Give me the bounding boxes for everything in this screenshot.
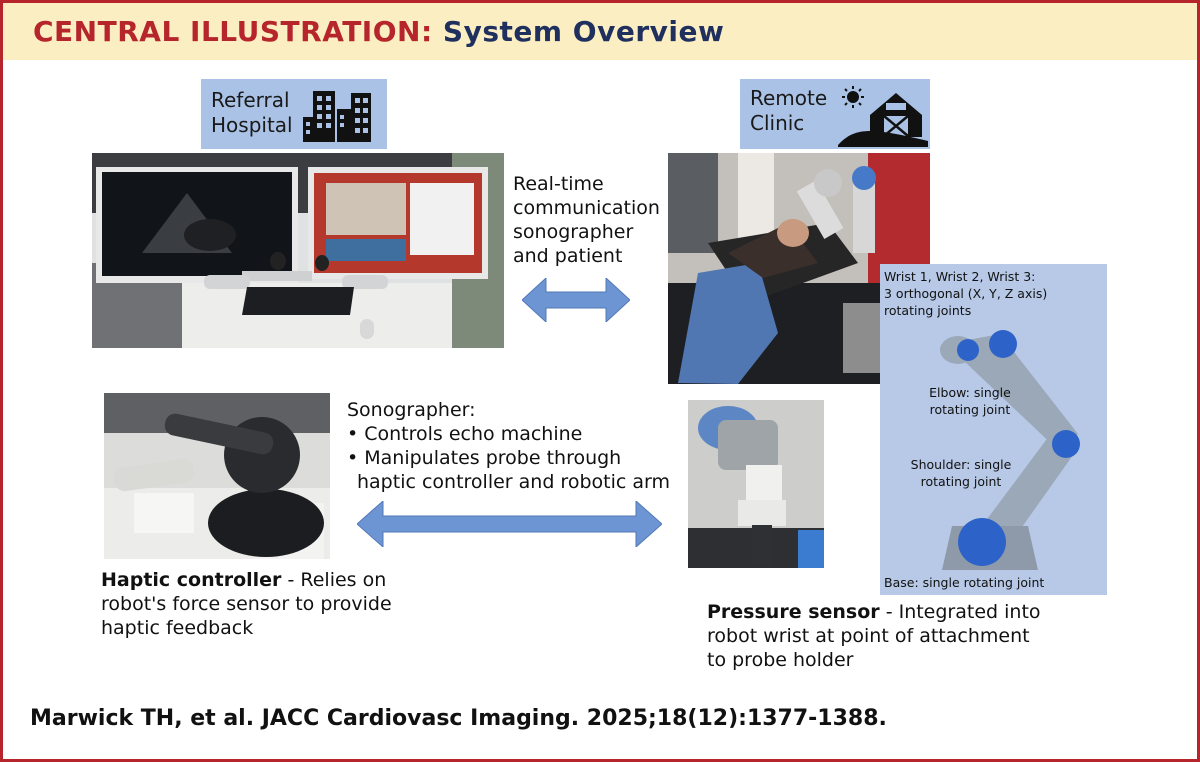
remote-clinic-label-box [740, 79, 930, 149]
pressure-caption-line3: to probe holder [707, 649, 854, 671]
communication-line3: sonographer [513, 221, 634, 243]
sonographer-bullet-probe: • Manipulates probe through [347, 447, 622, 469]
haptic-controller-caption [101, 568, 392, 640]
shoulder-label-line2: rotating joint [920, 474, 1002, 489]
wrist-joints-label [884, 268, 1054, 319]
citation-footer: Marwick TH, et al. JACC Cardiovasc Imaging. 2025;18(12):1377-1388. [30, 706, 887, 731]
communication-text [513, 172, 660, 268]
base-joint-label: Base: single rotating joint [884, 575, 1045, 590]
sonographer-bullet-probe-cont: haptic controller and robotic arm [357, 471, 670, 493]
wrist-label-line2: 3 orthogonal (X, Y, Z axis) [884, 286, 1048, 301]
wrist-label-line1: Wrist 1, Wrist 2, Wrist 3: [884, 269, 1036, 284]
communication-double-arrow [522, 278, 630, 322]
sonographer-text [347, 398, 670, 494]
title-suffix: System Overview [442, 15, 725, 48]
farm-barn-icon [836, 83, 928, 147]
sonographer-heading: Sonographer: [347, 399, 476, 421]
referral-hospital-label [211, 88, 293, 138]
title-prefix: CENTRAL ILLUSTRATION: [33, 15, 433, 48]
referral-workstation-photo [92, 153, 504, 348]
haptic-caption-line2: robot's force sensor to provide [101, 593, 392, 615]
pressure-sensor-caption [707, 600, 1041, 672]
referral-label-line1: Referral [211, 88, 290, 112]
header-banner [3, 3, 1197, 60]
referral-hospital-label-box [201, 79, 387, 149]
control-double-arrow [357, 501, 662, 547]
sonographer-bullet-echo: • Controls echo machine [347, 423, 583, 445]
haptic-caption-rest: - Relies on [281, 569, 387, 591]
remote-label-line1: Remote [750, 86, 828, 110]
pressure-caption-line2: robot wrist at point of attachment [707, 625, 1030, 647]
pressure-sensor-photo [688, 400, 824, 568]
workstation-scene [92, 153, 504, 348]
haptic-caption-line3: haptic feedback [101, 617, 254, 639]
shoulder-joint-label [896, 456, 1026, 490]
haptic-controller-photo [104, 393, 330, 559]
haptic-caption-line1 [101, 568, 392, 592]
wrist-label-line3: rotating joints [884, 303, 972, 318]
elbow-label-line1: Elbow: single [929, 385, 1011, 400]
pressure-caption-rest: - Integrated into [879, 601, 1041, 623]
elbow-joint-label [910, 384, 1030, 418]
communication-line4: and patient [513, 245, 623, 267]
haptic-device-scene [104, 393, 330, 559]
communication-line2: communication [513, 197, 660, 219]
remote-label-line2: Clinic [750, 111, 805, 135]
pressure-caption-bold: Pressure sensor [707, 601, 880, 623]
figure-title [33, 15, 724, 48]
shoulder-label-line1: Shoulder: single [910, 457, 1012, 472]
communication-line1: Real-time [513, 173, 604, 195]
haptic-caption-bold: Haptic controller [101, 569, 282, 591]
elbow-label-line2: rotating joint [929, 402, 1011, 417]
remote-clinic-label [750, 86, 827, 136]
buildings-icon [301, 87, 373, 142]
robot-arm-schematic-panel [880, 264, 1107, 595]
pressure-caption-line1 [707, 600, 1041, 624]
referral-label-line2: Hospital [211, 113, 293, 137]
probe-holder-scene [688, 400, 824, 568]
